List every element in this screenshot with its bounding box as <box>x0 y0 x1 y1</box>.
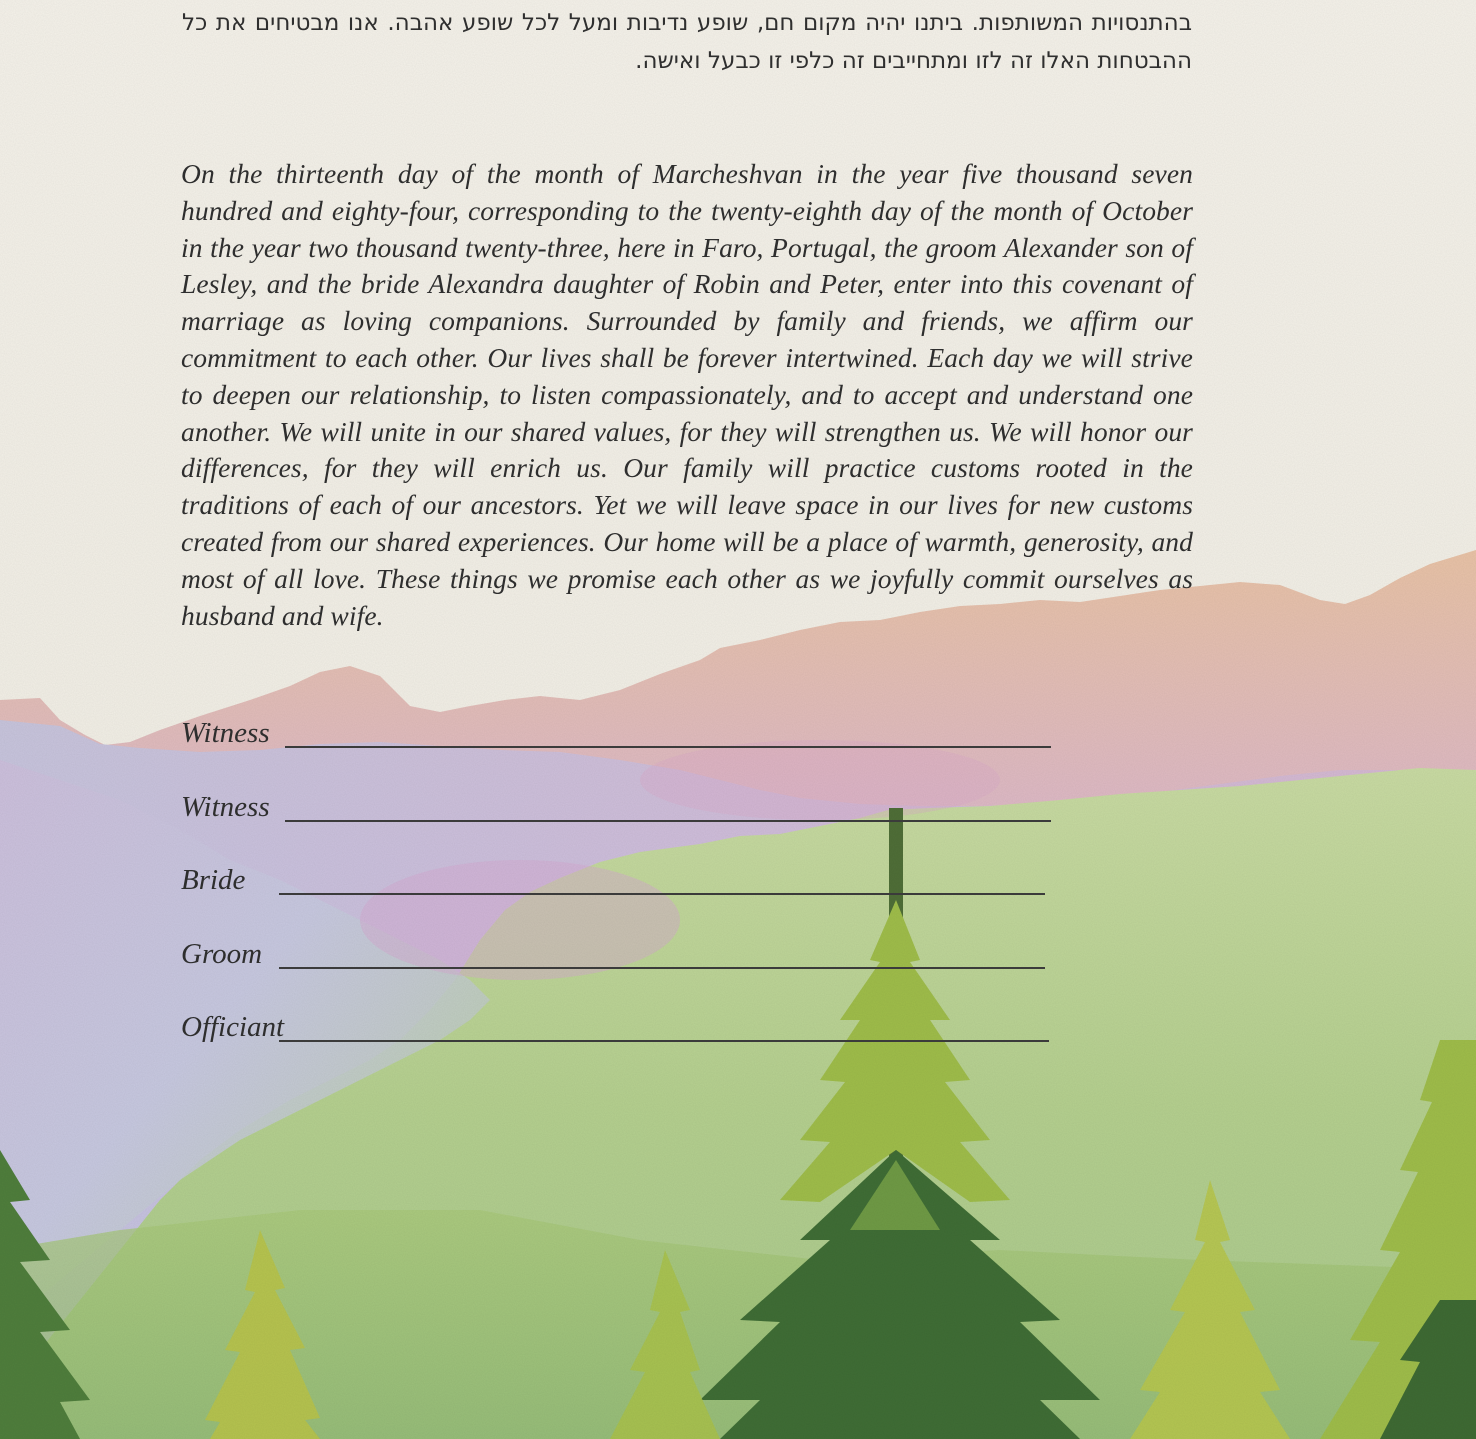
signature-witness-2 <box>181 780 270 824</box>
signature-label: Witness <box>181 791 270 823</box>
signature-label: Witness <box>181 717 270 749</box>
english-text: On the thirteenth day of the month of Marcheshvan in the year five thousand seven hundred and eighty-four, corresponding to the twenty-eighth day of the month of October in the year two thousand twenty-three, here in Faro, Portugal, the groom Alexander son of Lesley, and the bride Alexandra daughter of Robin and Peter, enter into this covenant of marriage as loving companions. Surrounded by family and friends, we affirm our commitment to each other. Our lives shall be forever intertwined. Each day we will strive to deepen our relationship, to listen compassionately, and to accept and understand one another. We will unite in our shared values, for they will strengthen us. We will honor our differences, for they will enrich us. Our family will practice customs rooted in the traditions of each of our ancestors. Yet we will leave space in our lives for new customs created from our shared experiences. Our home will be a place of warmth, generosity, and most of all love. These things we promise each other as we joyfully commit ourselves as husband and wife. <box>181 158 1193 631</box>
signature-label: Bride <box>181 864 246 896</box>
signature-witness-1 <box>181 706 270 750</box>
signature-label: Groom <box>181 938 263 970</box>
signature-line <box>279 893 1045 895</box>
signature-officiant <box>181 1000 284 1044</box>
signature-line <box>285 746 1051 748</box>
signature-label: Officiant <box>181 1011 285 1043</box>
signature-line <box>279 1040 1049 1042</box>
hebrew-text: בהתנסויות המשותפות. ביתנו יהיה מקום חם, שופע נדיבות ומעל לכל שופע אהבה. אנו מבטיחים את כל ההבטחות האלו זה לזו ומתחייבים זה כלפי זו כבעל ואישה. <box>182 10 1192 74</box>
signature-bride <box>181 853 245 897</box>
signature-line <box>285 820 1051 822</box>
signature-line <box>279 967 1045 969</box>
signature-groom <box>181 927 262 971</box>
